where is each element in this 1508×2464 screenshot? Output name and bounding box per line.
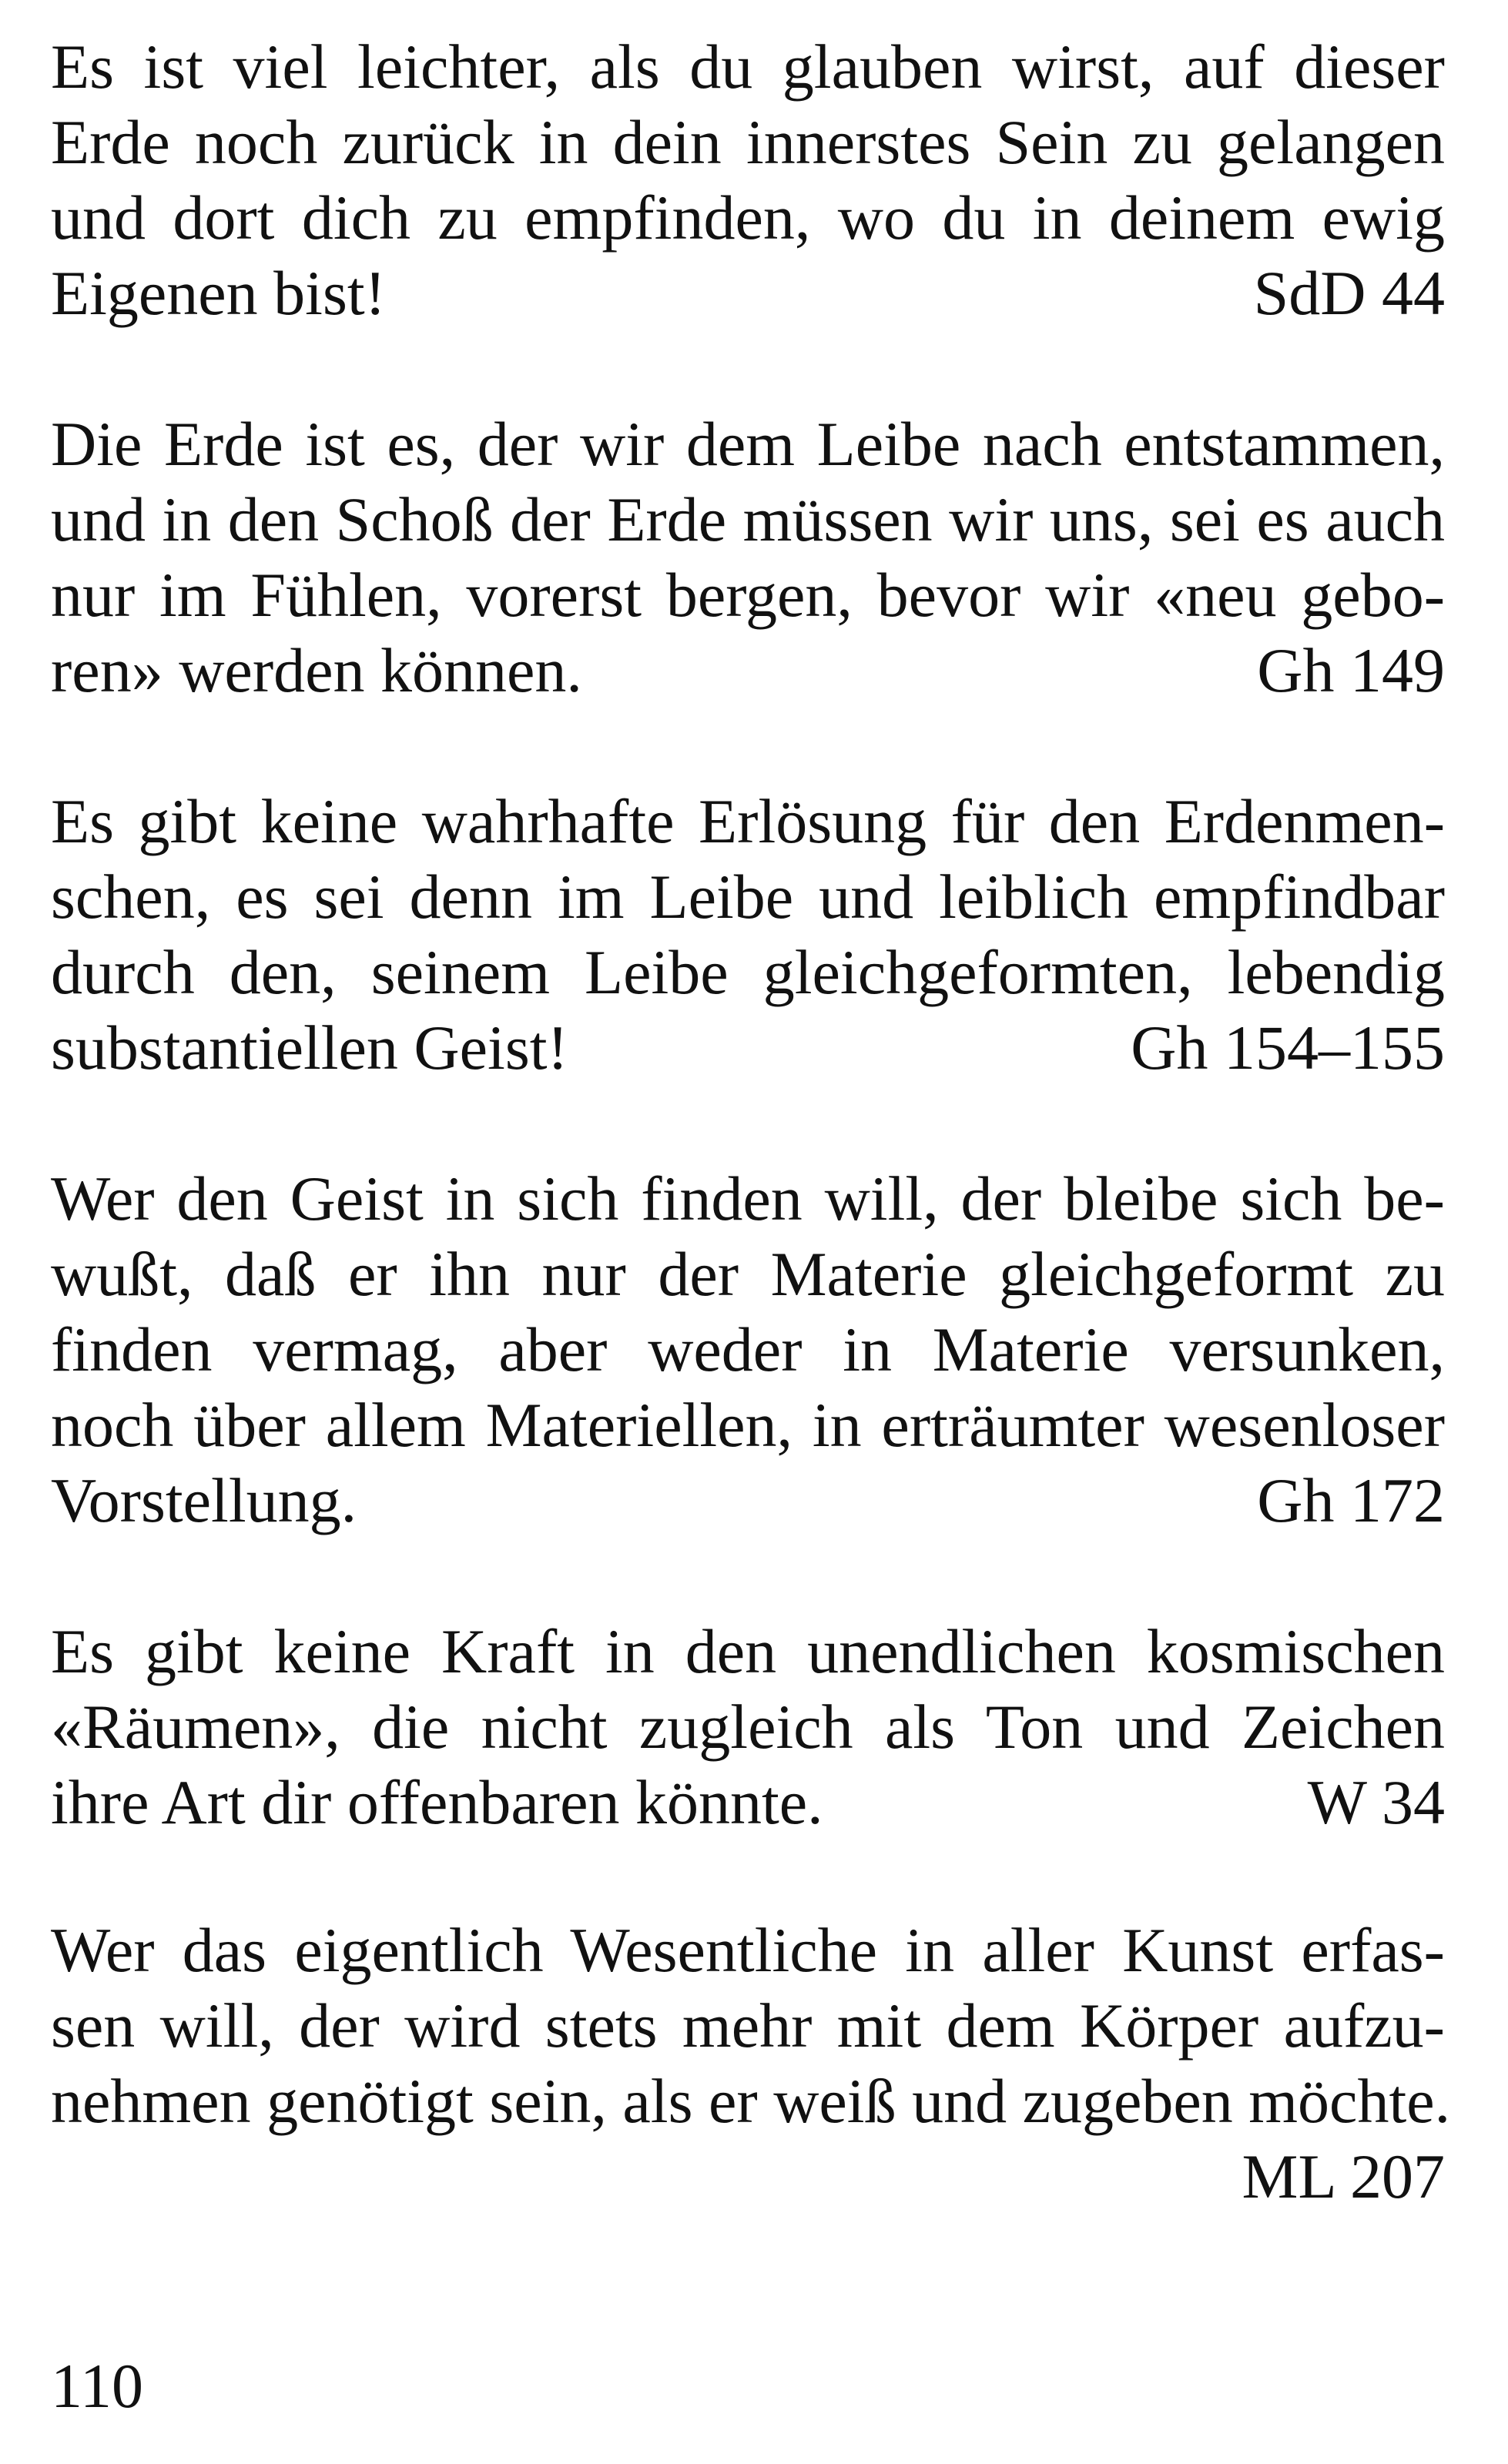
quote-4 (51, 1161, 1445, 1538)
quote-last-line (51, 1765, 1445, 1840)
source-reference: ML 207 (1242, 2141, 1445, 2211)
quote-last-line (51, 633, 1445, 708)
quote-last-line (51, 1463, 1445, 1538)
quote-3 (51, 784, 1445, 1086)
quote-line: Erde noch zurück in dein innerstes Sein zu gelangen (51, 107, 1445, 177)
quote-line: substantiellen Geist! (51, 1013, 568, 1083)
quote-2 (51, 407, 1445, 708)
source-reference: W 34 (1307, 1767, 1445, 1837)
quote-6 (51, 1913, 1451, 2215)
quote-line: wußt, daß er ihn nur der Materie gleichgeformt zu (51, 1239, 1445, 1309)
quote-line: finden vermag, aber weder in Materie versunken, (51, 1314, 1445, 1384)
quote-line: «Räumen», die nicht zugleich als Ton und Zeichen (51, 1692, 1445, 1762)
source-reference: Gh 154–155 (1131, 1013, 1445, 1083)
quote-line: nehmen genötigt sein, als er weiß und zugeben möchte. (51, 2066, 1451, 2136)
quote-line: Die Erde ist es, der wir dem Leibe nach entstammen, (51, 409, 1445, 479)
quote-line: und in den Schoß der Erde müssen wir uns, sei es auch (51, 484, 1445, 554)
quote-line: ren» werden können. (51, 635, 582, 705)
page-number: 110 (51, 2351, 143, 2421)
quote-last-line (51, 1010, 1445, 1086)
source-reference: Gh 172 (1257, 1465, 1445, 1535)
source-reference: SdD 44 (1253, 258, 1445, 328)
quote-5 (51, 1614, 1445, 1840)
quote-line: schen, es sei denn im Leibe und leiblich empfindbar (51, 862, 1445, 932)
quote-line: Eigenen bist! (51, 258, 386, 328)
quote-last-line (51, 256, 1445, 331)
source-reference: Gh 149 (1257, 635, 1445, 705)
quote-line: noch über allem Materiellen, in erträumter wesenloser (51, 1390, 1445, 1460)
quote-1 (51, 29, 1445, 331)
quote-line: nur im Fühlen, vorerst bergen, bevor wir «neu gebo- (51, 560, 1445, 630)
quote-line: Es ist viel leichter, als du glauben wirst, auf dieser (51, 32, 1445, 102)
quote-line: Vorstellung. (51, 1465, 357, 1535)
quote-line: Es gibt keine wahrhafte Erlösung für den Erdenmen- (51, 786, 1445, 856)
book-page (51, 0, 1451, 2464)
quote-line: und dort dich zu empfinden, wo du in deinem ewig (51, 182, 1445, 253)
quote-line: ihre Art dir offenbaren könnte. (51, 1767, 823, 1837)
quote-line: Wer den Geist in sich finden will, der bleibe sich be- (51, 1163, 1445, 1234)
quote-line: durch den, seinem Leibe gleichgeformten, lebendig (51, 937, 1445, 1007)
quote-line: sen will, der wird stets mehr mit dem Körper aufzu- (51, 1990, 1445, 2061)
quote-line: Wer das eigentlich Wesentliche in aller Kunst erfas- (51, 1915, 1445, 1985)
quote-line: Es gibt keine Kraft in den unendlichen kosmischen (51, 1616, 1445, 1686)
